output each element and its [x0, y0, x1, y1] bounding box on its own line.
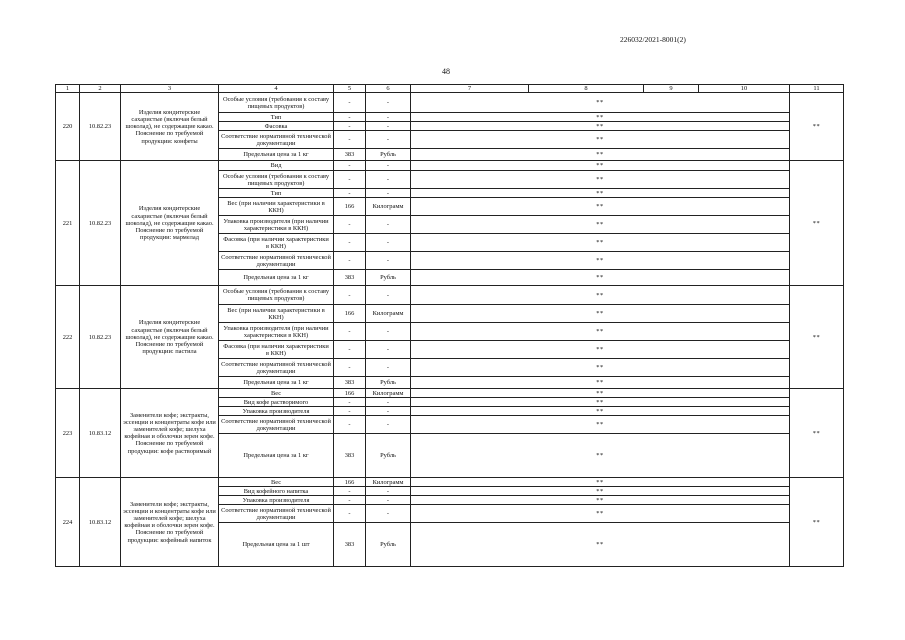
characteristic-name: Предельная цена за 1 кг: [219, 377, 334, 389]
characteristic-value: -: [334, 407, 366, 416]
characteristic-name: Соответствие нормативной технической документации: [219, 359, 334, 377]
characteristic-note: **: [411, 487, 790, 496]
entry-number: 223: [56, 389, 80, 478]
goods-table: [55, 84, 844, 567]
header-cell-7: 7: [411, 85, 529, 93]
entry-note: **: [790, 389, 844, 478]
characteristic-value: -: [334, 505, 366, 523]
characteristic-name: Особые условия (требования к составу пищевых продуктов): [219, 93, 334, 113]
characteristic-value: 383: [334, 149, 366, 161]
header-cell-4: 4: [219, 85, 334, 93]
unit-of-measure: -: [366, 286, 411, 305]
okpd-code: 10.83.12: [80, 478, 121, 567]
header-row: [56, 85, 844, 93]
characteristic-note: **: [411, 359, 790, 377]
unit-of-measure: Рубль: [366, 270, 411, 286]
unit-of-measure: Килограмм: [366, 198, 411, 216]
characteristic-value: -: [334, 122, 366, 131]
characteristic-note: **: [411, 252, 790, 270]
characteristic-name: Упаковка производителя (при наличии характеристики в ККН): [219, 323, 334, 341]
unit-of-measure: -: [366, 113, 411, 122]
characteristic-value: -: [334, 359, 366, 377]
characteristic-value: -: [334, 131, 366, 149]
okpd-code: 10.82.23: [80, 161, 121, 286]
characteristic-note: **: [411, 216, 790, 234]
header-cell-3: 3: [121, 85, 219, 93]
characteristic-name: Соответствие нормативной технической документации: [219, 505, 334, 523]
characteristic-value: -: [334, 216, 366, 234]
okpd-code: 10.83.12: [80, 389, 121, 478]
characteristic-name: Вес (при наличии характеристики в ККН): [219, 198, 334, 216]
header-cell-9: 9: [644, 85, 699, 93]
unit-of-measure: Килограмм: [366, 389, 411, 398]
characteristic-value: -: [334, 416, 366, 434]
unit-of-measure: Рубль: [366, 377, 411, 389]
characteristic-name: Особые условия (требования к составу пищевых продуктов): [219, 286, 334, 305]
characteristic-value: 383: [334, 270, 366, 286]
characteristic-value: -: [334, 252, 366, 270]
characteristic-name: Вес: [219, 478, 334, 487]
document-number: 226032/2021-8001(2): [620, 35, 686, 44]
characteristic-note: **: [411, 377, 790, 389]
characteristic-note: **: [411, 323, 790, 341]
okpd-code: 10.82.23: [80, 93, 121, 161]
characteristic-note: **: [411, 234, 790, 252]
unit-of-measure: -: [366, 359, 411, 377]
characteristic-name: Вес: [219, 389, 334, 398]
product-name: Изделия кондитерские сахаристые (включая белый шоколад), не содержащие какао. Пояснение по требуемой продукции: пастила: [121, 286, 219, 389]
unit-of-measure: -: [366, 487, 411, 496]
okpd-code: 10.82.23: [80, 286, 121, 389]
characteristic-value: -: [334, 286, 366, 305]
characteristic-name: Вес (при наличии характеристики в ККН): [219, 305, 334, 323]
unit-of-measure: -: [366, 323, 411, 341]
characteristic-name: Фасовка (при наличии характеристики в ККН): [219, 341, 334, 359]
characteristic-note: **: [411, 523, 790, 567]
unit-of-measure: Рубль: [366, 149, 411, 161]
characteristic-value: -: [334, 189, 366, 198]
header-cell-1: 1: [56, 85, 80, 93]
characteristic-value: -: [334, 341, 366, 359]
table-row: [56, 161, 844, 171]
characteristic-value: 383: [334, 523, 366, 567]
characteristic-name: Упаковка производителя: [219, 496, 334, 505]
characteristic-note: **: [411, 305, 790, 323]
unit-of-measure: Рубль: [366, 523, 411, 567]
characteristic-note: **: [411, 389, 790, 398]
table-row: [56, 286, 844, 305]
unit-of-measure: Килограмм: [366, 478, 411, 487]
characteristic-name: Соответствие нормативной технической документации: [219, 416, 334, 434]
characteristic-value: -: [334, 161, 366, 171]
table-row: [56, 478, 844, 487]
characteristic-note: **: [411, 149, 790, 161]
characteristic-note: **: [411, 113, 790, 122]
unit-of-measure: Килограмм: [366, 305, 411, 323]
entry-number: 221: [56, 161, 80, 286]
characteristic-name: Предельная цена за 1 кг: [219, 149, 334, 161]
characteristic-note: **: [411, 478, 790, 487]
characteristic-note: **: [411, 286, 790, 305]
unit-of-measure: -: [366, 234, 411, 252]
product-name: Заменители кофе; экстракты, эссенции и концентраты кофе или заменителей кофе; шелуха кофейная и оболочки зерен кофе. Пояснение по требуемой продукции: кофейный напиток: [121, 478, 219, 567]
unit-of-measure: -: [366, 189, 411, 198]
characteristic-value: 166: [334, 305, 366, 323]
page-number: 48: [442, 67, 450, 76]
characteristic-name: Упаковка производителя (при наличии характеристики в ККН): [219, 216, 334, 234]
entry-note: **: [790, 161, 844, 286]
characteristic-name: Соответствие нормативной технической документации: [219, 252, 334, 270]
table-row: [56, 389, 844, 398]
entry-note: **: [790, 478, 844, 567]
unit-of-measure: -: [366, 341, 411, 359]
characteristic-value: -: [334, 398, 366, 407]
table-row: [56, 93, 844, 113]
characteristic-note: **: [411, 407, 790, 416]
entry-note: **: [790, 93, 844, 161]
unit-of-measure: -: [366, 252, 411, 270]
entry-note: **: [790, 286, 844, 389]
characteristic-value: -: [334, 323, 366, 341]
characteristic-value: 383: [334, 377, 366, 389]
header-cell-10: 10: [699, 85, 790, 93]
characteristic-note: **: [411, 93, 790, 113]
characteristic-note: **: [411, 416, 790, 434]
characteristic-value: 383: [334, 434, 366, 478]
unit-of-measure: -: [366, 216, 411, 234]
characteristic-name: Предельная цена за 1 шт: [219, 523, 334, 567]
characteristic-note: **: [411, 270, 790, 286]
unit-of-measure: -: [366, 93, 411, 113]
entry-number: 224: [56, 478, 80, 567]
characteristic-note: **: [411, 189, 790, 198]
characteristic-name: Предельная цена за 1 кг: [219, 270, 334, 286]
product-name: Заменители кофе; экстракты, эссенции и концентраты кофе или заменителей кофе; шелуха кофейная и оболочки зерен кофе. Пояснение по требуемой продукции: кофе растворимый: [121, 389, 219, 478]
characteristic-note: **: [411, 398, 790, 407]
unit-of-measure: -: [366, 122, 411, 131]
characteristic-name: Вид кофейного напитка: [219, 487, 334, 496]
characteristic-note: **: [411, 198, 790, 216]
product-name: Изделия кондитерские сахаристые (включая белый шоколад), не содержащие какао. Пояснение по требуемой продукции: мармелад: [121, 161, 219, 286]
characteristic-name: Фасовка (при наличии характеристики в ККН): [219, 234, 334, 252]
characteristic-value: -: [334, 171, 366, 189]
unit-of-measure: -: [366, 131, 411, 149]
characteristic-value: -: [334, 487, 366, 496]
unit-of-measure: -: [366, 416, 411, 434]
header-cell-2: 2: [80, 85, 121, 93]
product-name: Изделия кондитерские сахаристые (включая белый шоколад), не содержащие какао. Пояснение по требуемой продукции: конфеты: [121, 93, 219, 161]
characteristic-value: 166: [334, 478, 366, 487]
unit-of-measure: -: [366, 496, 411, 505]
characteristic-name: Вид: [219, 161, 334, 171]
unit-of-measure: Рубль: [366, 434, 411, 478]
header-cell-8: 8: [529, 85, 644, 93]
characteristic-value: -: [334, 93, 366, 113]
characteristic-name: Тип: [219, 189, 334, 198]
characteristic-note: **: [411, 131, 790, 149]
characteristic-note: **: [411, 434, 790, 478]
characteristic-value: -: [334, 234, 366, 252]
characteristic-name: Особые условия (требования к составу пищевых продуктов): [219, 171, 334, 189]
characteristic-note: **: [411, 496, 790, 505]
unit-of-measure: -: [366, 161, 411, 171]
characteristic-name: Предельная цена за 1 кг: [219, 434, 334, 478]
header-cell-11: 11: [790, 85, 844, 93]
characteristic-name: Соответствие нормативной технической документации: [219, 131, 334, 149]
characteristic-note: **: [411, 122, 790, 131]
unit-of-measure: -: [366, 171, 411, 189]
characteristic-note: **: [411, 171, 790, 189]
characteristic-name: Тип: [219, 113, 334, 122]
header-cell-5: 5: [334, 85, 366, 93]
characteristic-note: **: [411, 341, 790, 359]
characteristic-note: **: [411, 505, 790, 523]
characteristic-value: -: [334, 496, 366, 505]
characteristic-value: 166: [334, 389, 366, 398]
characteristic-value: -: [334, 113, 366, 122]
characteristic-name: Фасовка: [219, 122, 334, 131]
characteristic-name: Упаковка производителя: [219, 407, 334, 416]
unit-of-measure: -: [366, 398, 411, 407]
unit-of-measure: -: [366, 407, 411, 416]
characteristic-name: Вид кофе растворимого: [219, 398, 334, 407]
unit-of-measure: -: [366, 505, 411, 523]
characteristic-value: 166: [334, 198, 366, 216]
header-cell-6: 6: [366, 85, 411, 93]
characteristic-note: **: [411, 161, 790, 171]
entry-number: 222: [56, 286, 80, 389]
entry-number: 220: [56, 93, 80, 161]
